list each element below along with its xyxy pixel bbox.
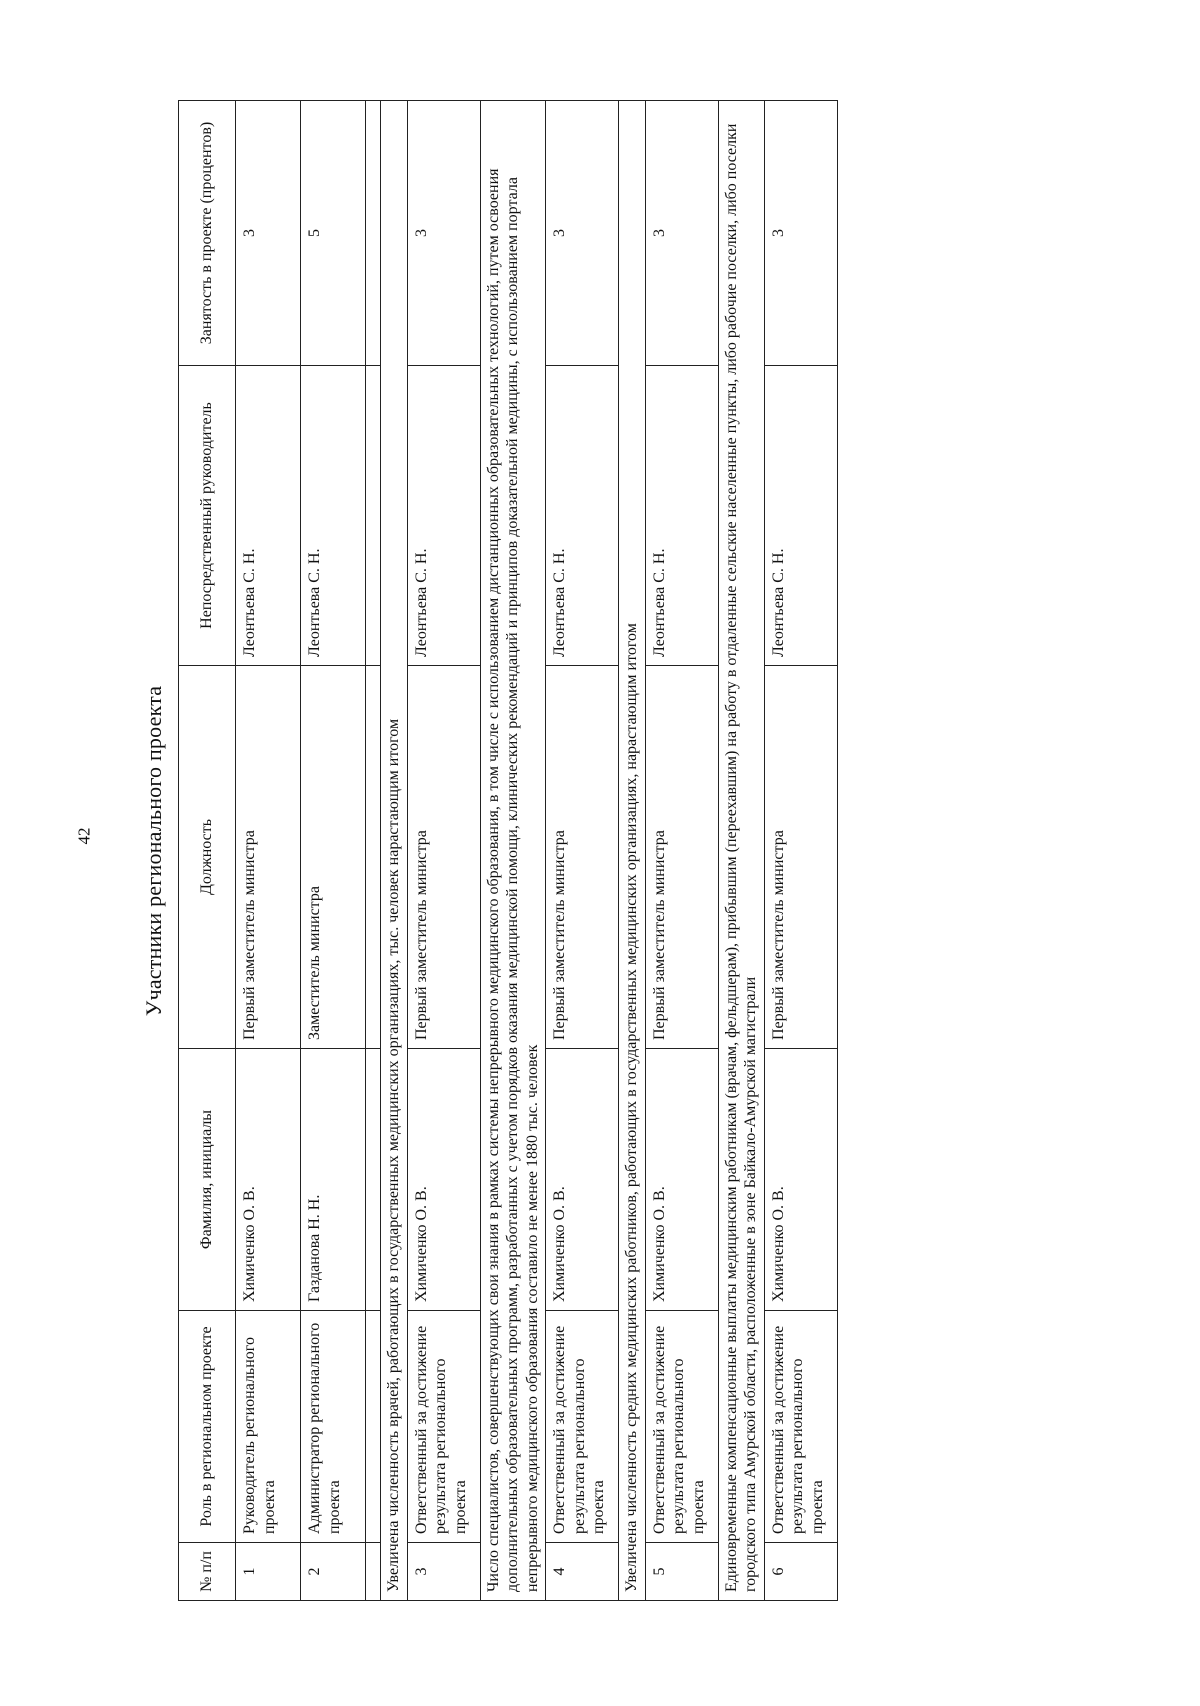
section-row [718,101,764,1601]
rotated-sheet [130,101,1092,1601]
header-position: Должность [179,666,236,1049]
cell-name: Химиченко О. В. [764,1049,837,1311]
header-name: Фамилия, инициалы [179,1049,236,1311]
table-row [236,101,301,1601]
table-row [407,101,480,1601]
section-row [480,101,546,1601]
section-title: Увеличена численность средних медицинских работников, работающих в государственных медицинских организациях, нарастающим итогом [619,101,646,1601]
cell-name: Газданова Н. Н. [301,1049,366,1311]
cell-position: Заместитель министра [301,666,366,1049]
cell-position: Первый заместитель министра [407,666,480,1049]
cell-head: Леонтьева С. Н. [407,366,480,666]
spacer-cell [366,666,381,1049]
header-head: Непосредственный руководитель [179,366,236,666]
cell-employment: 3 [764,101,837,366]
cell-role: Ответственный за достижение результата регионального проекта [546,1311,619,1543]
cell-head: Леонтьева С. Н. [645,366,718,666]
header-role: Роль в региональном проекте [179,1311,236,1543]
cell-role: Ответственный за достижение результата регионального проекта [764,1311,837,1543]
section-title: Увеличена численность врачей, работающих в государственных медицинских организациях, тыс. человек нарастающим итогом [381,101,408,1601]
cell-head: Леонтьева С. Н. [236,366,301,666]
participants-table [178,100,838,1601]
header-employment: Занятость в проекте (процентов) [179,101,236,366]
cell-name: Химиченко О. В. [236,1049,301,1311]
cell-num: 5 [645,1543,718,1601]
cell-employment: 3 [236,101,301,366]
cell-name: Химиченко О. В. [407,1049,480,1311]
cell-num: 6 [764,1543,837,1601]
spacer-row [366,101,381,1601]
document-title: Участники регионального проекта [141,685,166,1017]
section-title: Единовременные компенсационные выплаты медицинским работникам (врачам, фельдшерам), прибывшим (переехавшим) на работу в отдаленные сельские населенные пункты, либо рабочие поселки, либо поселки городского типа Амурской области, расположенные в зоне Байкало-Амурской магистрали [718,101,764,1601]
cell-head: Леонтьева С. Н. [764,366,837,666]
cell-position: Первый заместитель министра [764,666,837,1049]
cell-role: Ответственный за достижение результата регионального проекта [645,1311,718,1543]
cell-head: Леонтьева С. Н. [301,366,366,666]
table-row [301,101,366,1601]
spacer-cell [366,101,381,366]
section-row [619,101,646,1601]
cell-employment: 3 [546,101,619,366]
spacer-cell [366,366,381,666]
cell-position: Первый заместитель министра [236,666,301,1049]
cell-position: Первый заместитель министра [645,666,718,1049]
cell-head: Леонтьева С. Н. [546,366,619,666]
table-row [546,101,619,1601]
table-row [764,101,837,1601]
cell-employment: 3 [407,101,480,366]
cell-role: Администратор регионального проекта [301,1311,366,1543]
table-row [645,101,718,1601]
cell-role: Руководитель регионального проекта [236,1311,301,1543]
spacer-cell [366,1049,381,1311]
cell-name: Химиченко О. В. [645,1049,718,1311]
cell-role: Ответственный за достижение результата регионального проекта [407,1311,480,1543]
cell-employment: 5 [301,101,366,366]
section-row [381,101,408,1601]
spacer-cell [366,1543,381,1601]
header-num: № п/п [179,1543,236,1601]
cell-num: 1 [236,1543,301,1601]
section-title: Число специалистов, совершенствующих свои знания в рамках системы непрерывного медицинского образования, в том числе с использованием дистанционных образовательных технологий, путем освоения дополнительных образовательных программ, разработанных с учетом порядков оказания медицинской помощи, клинических рекомендаций и принципов доказательной медицины, с использованием портала непрерывного медицинского образования составило не менее 1880 тыс. человек [480,101,546,1601]
cell-name: Химиченко О. В. [546,1049,619,1311]
spacer-cell [366,1311,381,1543]
cell-position: Первый заместитель министра [546,666,619,1049]
cell-num: 3 [407,1543,480,1601]
cell-num: 2 [301,1543,366,1601]
table-header-row [179,101,236,1601]
cell-num: 4 [546,1543,619,1601]
cell-employment: 3 [645,101,718,366]
page-number: 42 [74,827,94,845]
